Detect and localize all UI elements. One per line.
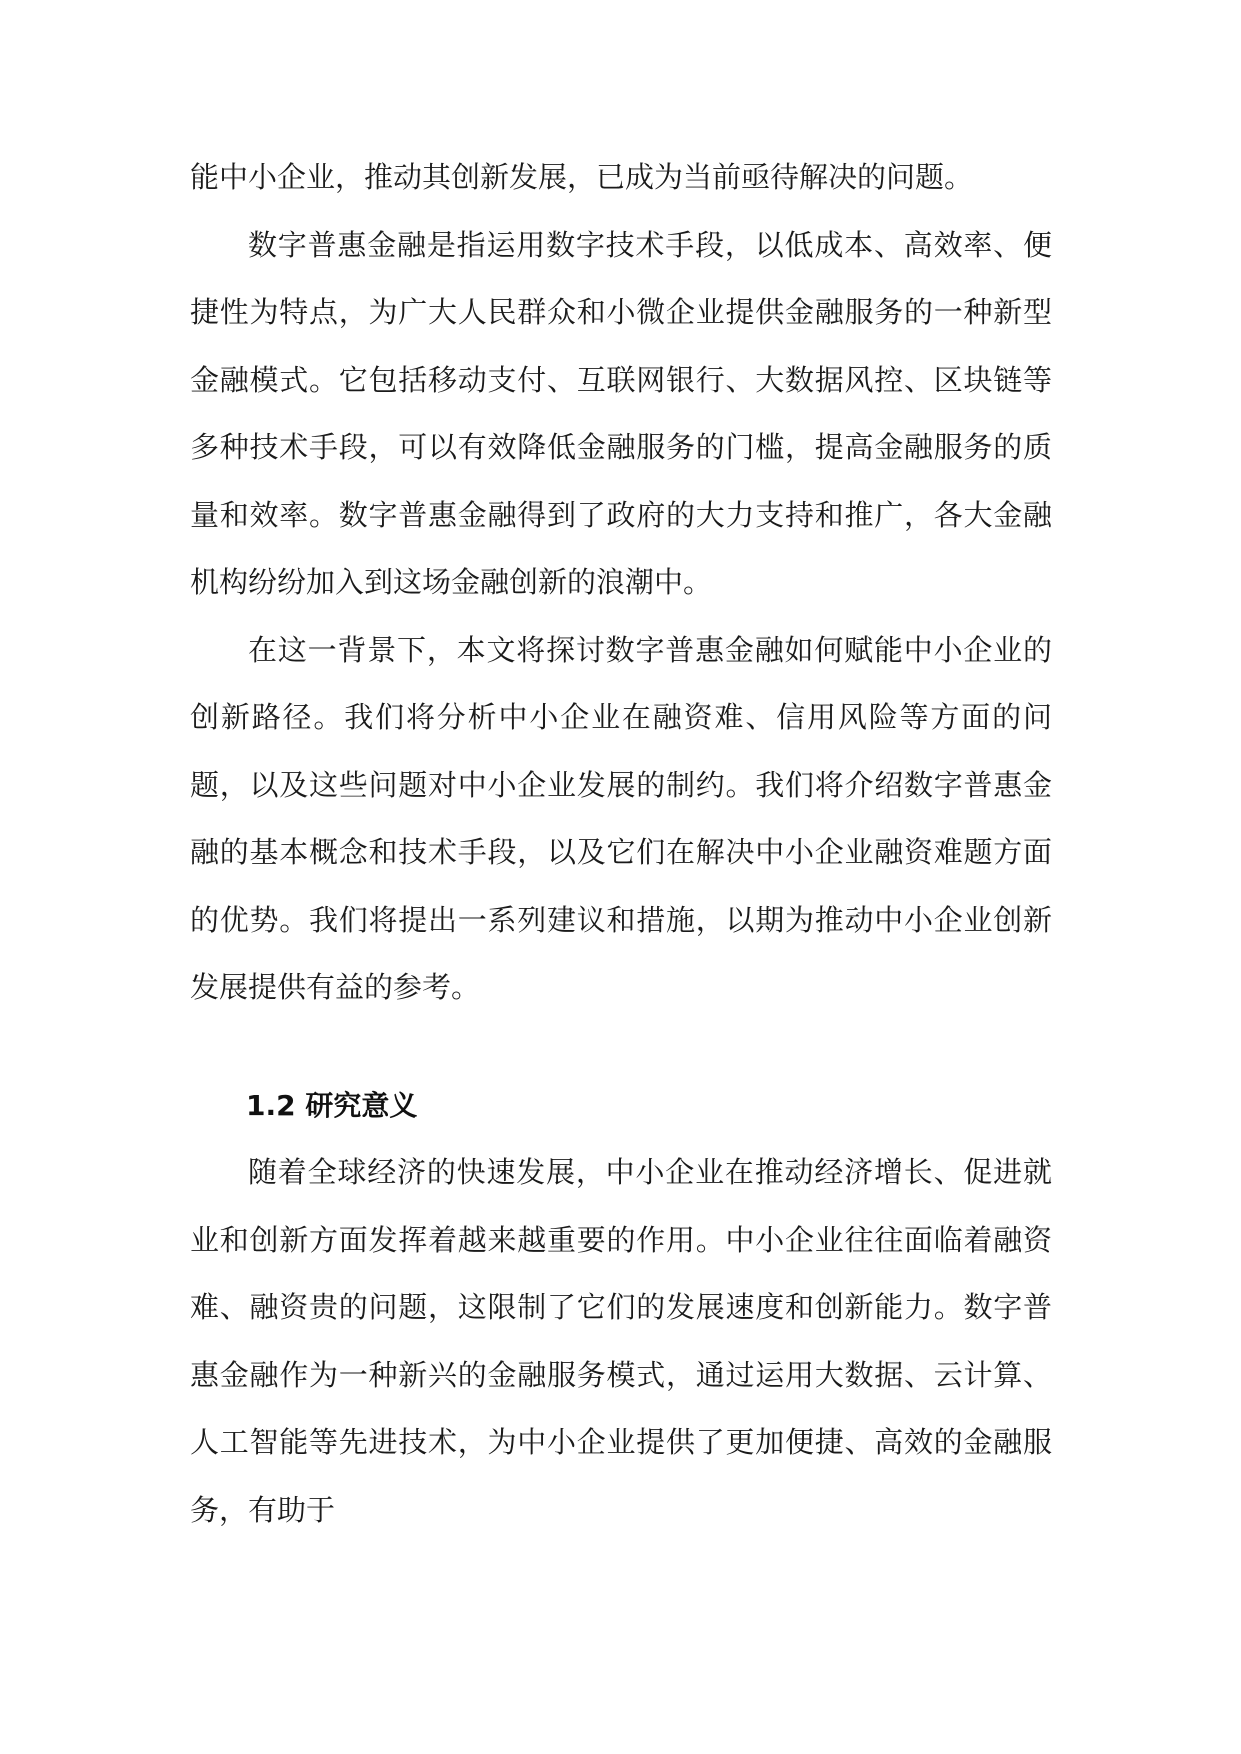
paragraph-digital-inclusive-finance: 数字普惠金融是指运用数字技术手段，以低成本、高效率、便捷性为特点，为广大人民群众和小微企业提供金融服务的一种新型金融模式。它包括移动支付、互联网银行、大数据风控、区块链等多种技术手段，可以有效降低金融服务的门槛，提高金融服务的质量和效率。数字普惠金融得到了政府的大力支持和推广，各大金融机构纷纷加入到这场金融创新的浪潮中。 xyxy=(190,227,1052,599)
section-heading: 1.2 研究意义 xyxy=(246,1088,418,1122)
paragraph-background: 在这一背景下，本文将探讨数字普惠金融如何赋能中小企业的创新路径。我们将分析中小企业在融资难、信用风险等方面的问题，以及这些问题对中小企业发展的制约。我们将介绍数字普惠金融的基本概念和技术手段，以及它们在解决中小企业融资难题方面的优势。我们将提出一系列建议和措施，以期为推动中小企业创新发展提供有益的参考。 xyxy=(190,632,1052,1004)
paragraph-research-significance: 随着全球经济的快速发展，中小企业在推动经济增长、促进就业和创新方面发挥着越来越重要的作用。中小企业往往面临着融资难、融资贵的问题，这限制了它们的发展速度和创新能力。数字普惠金融作为一种新兴的金融服务模式，通过运用大数据、云计算、人工智能等先进技术，为中小企业提供了更加便捷、高效的金融服务，有助于 xyxy=(190,1155,1052,1527)
document-body xyxy=(190,144,1052,1544)
paragraph-continuation: 能中小企业，推动其创新发展，已成为当前亟待解决的问题。 xyxy=(190,160,974,194)
